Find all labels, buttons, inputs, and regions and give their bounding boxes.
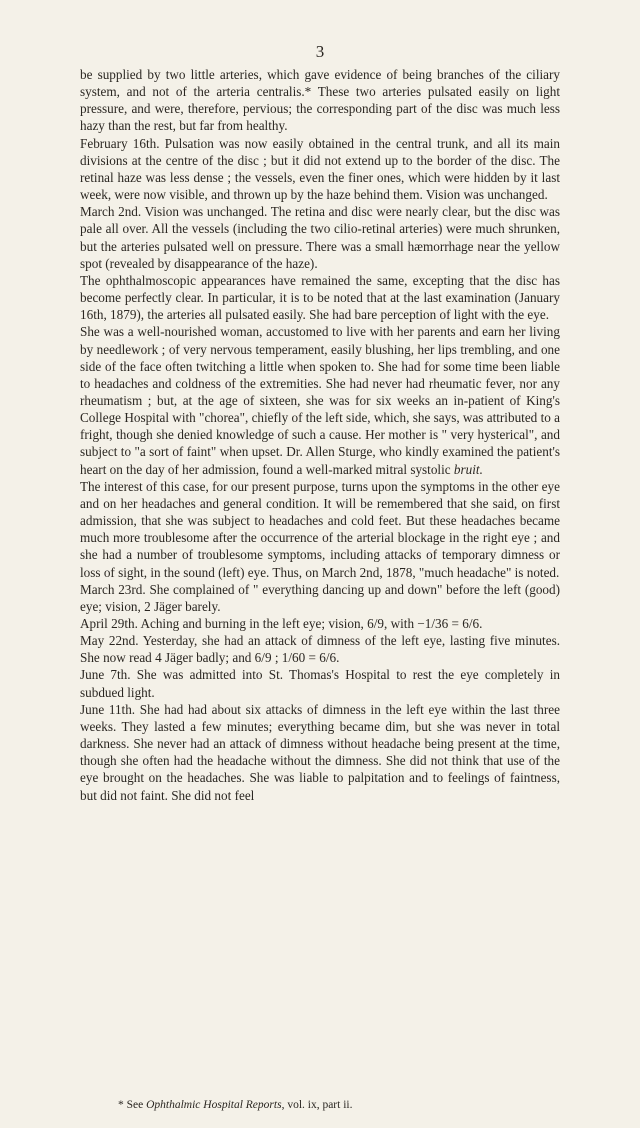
paragraph: April 29th. Aching and burning in the left eye; vision, 6/9, with −1/36 = 6/6. [80,616,483,631]
footnote-journal: Ophthalmic Hospital Reports [146,1099,282,1111]
bruit-word: bruit. [453,461,483,477]
paragraph: June 11th. She had had about six attacks of dimness in the left eye within the last three weeks. They lasted a few minutes; everything became dim, but she was never in total darkness. She never had an attack of dimness without headache being present at the time, though she often had the headache without the dimness. She did not think that use of the eye brought on the headaches. She was liable to palpitation and to feelings of faintness, but did not faint. She did not feel [80,701,560,803]
footnote-rest: , vol. ix, part ii. [281,1099,353,1111]
paragraph: be supplied by two little arteries, which gave evidence of being branches of the ciliary system, and not of the arteria centralis.* These two arteries pulsated easily on light pressure, and were, therefore, pervious; the corresponding part of the disc was much less hazy than the rest, but far from healthy. [80,67,560,134]
paragraph: February 16th. Pulsation was now easily obtained in the central trunk, and all its main divisions at the centre of the disc ; but it did not extend up to the border of the disc. The retinal haze was less dense ; the vessels, even the finer ones, which were hidden by it last week, were now visible, and thrown up by the haze behind them. Vision was unchanged. [80,135,560,203]
paragraph: May 22nd. Yesterday, she had an attack of dimness of the left eye, lasting five minutes. She now read 4 Jäger badly; and 6/9 ; 1/60 = 6/6. [80,633,560,666]
paragraph-text: She was a well-nourished woman, accustomed to live with her parents and earn her living by needlework ; of very nervous temperament, easily blushing, her lips trembling, and one side of the face often twitching a little when spoken to. She had for some time been liable to headaches and coldness of the extremities. She had never had rheumatic fever, nor any rheumatism ; but, at the age of sixteen, she was for six weeks an in-patient of King's College Hospital with "chorea", chiefly of the left side, which, she says, was attributed to a fright, though she denied knowledge of such a cause. Her mother is " very hysterical", and subject to "a sort of faint" when upset. Dr. Allen Sturge, who kindly examined the patient's heart on the day of her admission, found a well-marked mitral systolic [80,324,560,477]
body-text [80,66,560,804]
paragraph: The ophthalmoscopic appearances have remained the same, excepting that the disc has become perfectly clear. In particular, it is to be noted that at the last examination (January 16th, 1879), the arteries all pulsated easily. She had bare perception of light with the eye. [80,272,560,323]
paragraph [80,323,560,477]
paragraph: March 23rd. She complained of " everything dancing up and down" before the left (good) eye; vision, 2 Jäger barely. [80,581,560,614]
page-number: 3 [315,42,325,61]
footnote-marker: * See [118,1099,144,1111]
paragraph: The interest of this case, for our present purpose, turns upon the symptoms in the other eye and on her headaches and general condition. It will be remembered that she said, on first admission, that she was subject to headaches and cold feet. But these headaches became much more troublesome after the occurrence of the arterial blockage in the right eye ; and she had a number of troublesome symptoms, including attacks of temporary dimness or loss of sight, in the sound (left) eye. Thus, on March 2nd, 1878, "much headache" is noted. [80,478,560,580]
footnote [118,1098,558,1112]
paragraph: June 7th. She was admitted into St. Thomas's Hospital to rest the eye completely in subdued light. [80,667,560,700]
paragraph: March 2nd. Vision was unchanged. The retina and disc were nearly clear, but the disc was pale all over. All the vessels (including the two cilio-retinal arteries) were much shrunken, but the arteries pulsated well on pressure. There was a small hæmorrhage near the yellow spot (revealed by disappearance of the haze). [80,204,560,271]
